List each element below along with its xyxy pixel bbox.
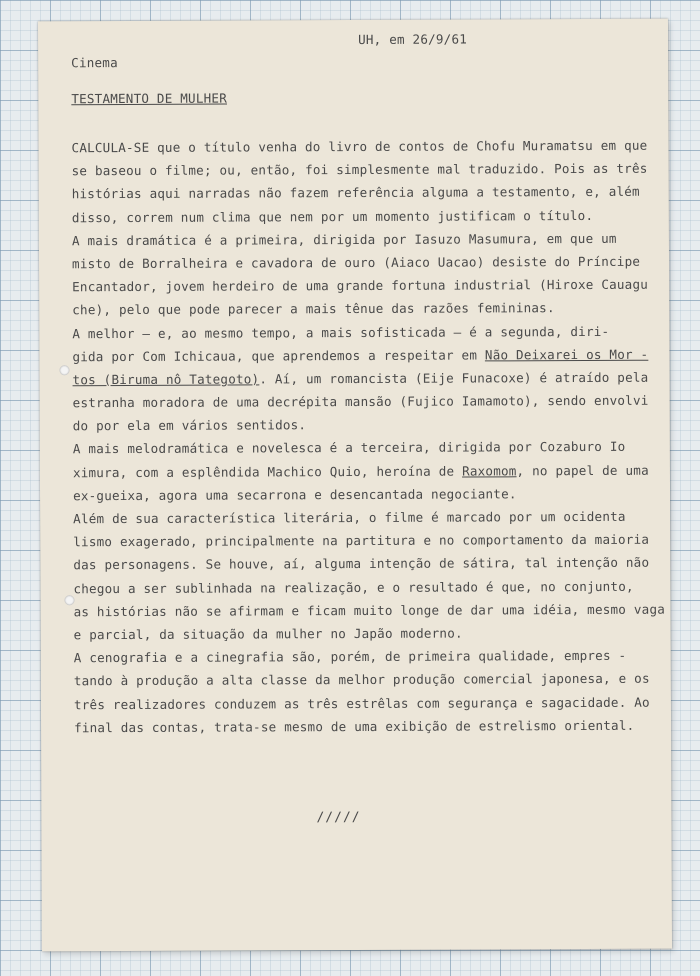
body-line: se baseou o filme; ou, então, foi simplesmente mal traduzido. Pois as três <box>71 160 648 179</box>
article-body <box>71 134 666 739</box>
body-line: do por ela em vários sentidos. <box>72 417 307 434</box>
body-line: CALCULA-SE que o título venha do livro de contos de Chofu Muramatsu em que <box>71 137 648 156</box>
section-label: Cinema <box>71 55 118 71</box>
body-line: disso, correm num clima que nem por um momento justificam o título. <box>71 207 594 225</box>
body-line: A mais dramática é a primeira, dirigida por Iasuzo Masumura, em que um <box>71 230 617 248</box>
body-line <box>72 342 649 368</box>
body-line: misto de Borralheira e cavadora de ouro (Aiaco Uacao) desiste do Príncipe <box>71 253 641 272</box>
body-line: e parcial, da situação da mulher no Japão moderno. <box>73 625 463 643</box>
body-line <box>72 366 649 392</box>
article-title: TESTAMENTO DE MULHER <box>71 90 227 107</box>
body-line: che), pelo que pode parecer a mais tênue das razões femininas. <box>72 300 555 318</box>
film-title: tos (Biruma nô Tategoto) <box>72 371 260 388</box>
body-line: Encantador, jovem herdeiro de uma grande fortuna industrial (Hiroxe Cauagu <box>72 276 649 295</box>
body-text: , no papel de uma <box>516 462 649 478</box>
body-line: Além de sua característica literária, o filme é marcado por um ocidenta <box>73 508 626 527</box>
body-line <box>72 458 649 484</box>
body-line: A cenografia e a cinegrafia são, porém, de primeira qualidade, empres - <box>73 647 627 666</box>
punch-hole <box>59 365 69 375</box>
body-text: ximura, com a esplêndida Machico Quio, heroína de <box>72 463 463 480</box>
body-text: . Aí, um romancista (Eije Funacoxe) é atraído pela <box>259 369 649 387</box>
body-line: A melhor — e, ao mesmo tempo, a mais sofisticada — é a segunda, diri- <box>72 323 610 341</box>
body-line: estranha moradora de uma decrépita mansão (Fujico Iamamoto), sendo envolvi <box>72 392 649 411</box>
film-title: Raxomom <box>462 462 517 479</box>
typewritten-page <box>38 19 672 952</box>
body-line: das personagens. Se houve, aí, alguma intenção de sátira, tal intenção não <box>73 555 650 573</box>
body-line: final das contas, trata-se mesmo de uma exibição de estrelismo oriental. <box>74 717 635 735</box>
body-line: tando à produção a alta classe da melhor produção comercial japonesa, e os <box>73 671 650 689</box>
closing-mark: ///// <box>316 809 361 826</box>
film-title: Não Deixarei os Mor - <box>484 346 649 363</box>
body-line: as histórias não se afirmam e ficam muito longe de dar uma idéia, mesmo vaga <box>73 601 666 619</box>
body-line: ex-gueixa, agora uma secarrona e desencantada negociante. <box>73 486 517 504</box>
body-line: A mais melodramática e novelesca é a terceira, dirigida por Cozaburo Io <box>72 439 626 457</box>
date-line: UH, em 26/9/61 <box>358 31 468 47</box>
body-text: gida por Com Ichicaua, que aprendemos a respeitar em <box>72 347 485 364</box>
body-line: lismo exagerado, principalmente na partitura e no comportamento da maioria <box>73 531 650 550</box>
body-line: três realizadores conduzem as três estrêlas com segurança e sagacidade. Ao <box>73 694 650 712</box>
body-line: chegou a ser sublinhada na realização, e o resultado é que, no conjunto, <box>73 578 634 596</box>
body-line: histórias aqui narradas não fazem referência alguma a testamento, e, além <box>71 184 640 202</box>
